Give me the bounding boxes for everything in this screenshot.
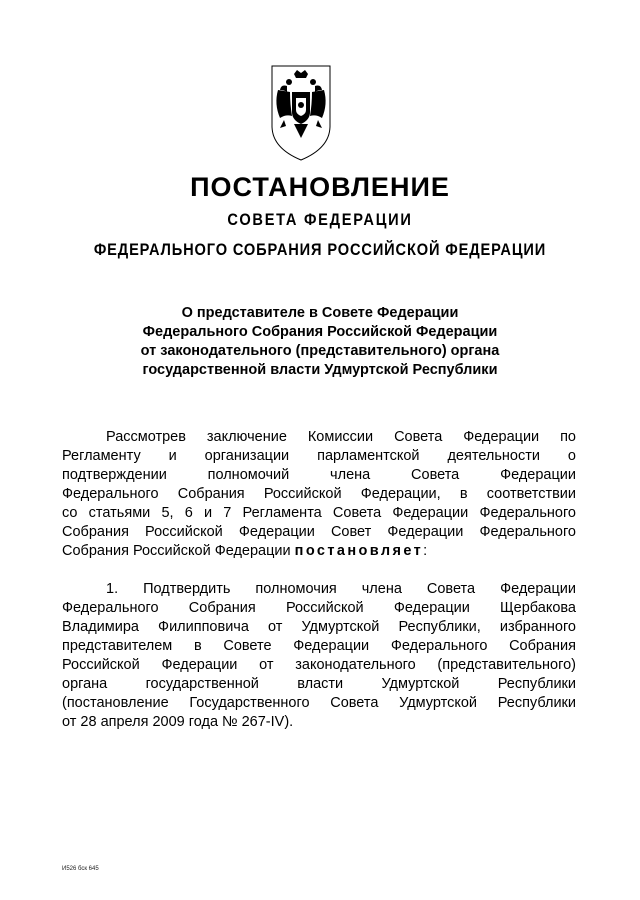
issuer-line-full: ФЕДЕРАЛЬНОГО СОБРАНИЯ РОССИЙСКОЙ ФЕДЕРАЦИИ bbox=[93, 240, 547, 259]
body-line: Российской Федерации от законодательного (представительного) bbox=[62, 657, 576, 673]
body-line: органа государственной власти Удмуртской Республики bbox=[62, 676, 576, 692]
double-headed-eagle-icon bbox=[270, 64, 332, 162]
body-line: со статьями 5, 6 и 7 Регламента Совета Федерации Федерального bbox=[62, 505, 576, 521]
footer-code: И526 бск 645 bbox=[62, 866, 99, 872]
keyword-colon: : bbox=[423, 543, 428, 559]
clause-1-paragraph bbox=[62, 580, 576, 732]
document-subject bbox=[90, 304, 550, 380]
body-line-last bbox=[62, 542, 576, 561]
body-line: Рассмотрев заключение Комиссии Совета Федерации по bbox=[106, 429, 576, 445]
resolves-keyword: постановляет bbox=[294, 543, 424, 559]
body-line: Собрания Российской Федерации Совет Федерации Федерального bbox=[62, 524, 576, 540]
subject-line: государственной власти Удмуртской Республики bbox=[142, 362, 498, 378]
preamble-paragraph bbox=[62, 428, 576, 561]
body-line: 1. Подтвердить полномочия члена Совета Федерации bbox=[106, 581, 576, 597]
coat-of-arms-emblem bbox=[270, 64, 332, 162]
document-title: ПОСТАНОВЛЕНИЕ bbox=[190, 172, 450, 202]
body-line: Владимира Филипповича от Удмуртской Республики, избранного bbox=[62, 619, 576, 635]
body-line: Федерального Собрания Российской Федерации Щербакова bbox=[62, 600, 576, 616]
body-line: Собрания Российской Федерации bbox=[62, 543, 291, 559]
subject-line: от законодательного (представительного) органа bbox=[140, 343, 500, 359]
body-line: подтверждении полномочий члена Совета Федерации bbox=[62, 467, 576, 483]
body-line: представителем в Совете Федерации Федерального Собрания bbox=[62, 638, 576, 654]
subject-line: О представителе в Совете Федерации bbox=[181, 305, 459, 321]
body-line: от 28 апреля 2009 года № 267-IV). bbox=[62, 714, 294, 730]
body-line: Регламенту и организации парламентской деятельности о bbox=[62, 448, 576, 464]
body-line: Федерального Собрания Российской Федерации, в соответствии bbox=[62, 486, 576, 502]
issuer-line: СОВЕТА ФЕДЕРАЦИИ bbox=[227, 210, 413, 229]
subject-line: Федерального Собрания Российской Федерации bbox=[142, 324, 498, 340]
body-line: (постановление Государственного Совета Удмуртской Республики bbox=[62, 695, 576, 711]
